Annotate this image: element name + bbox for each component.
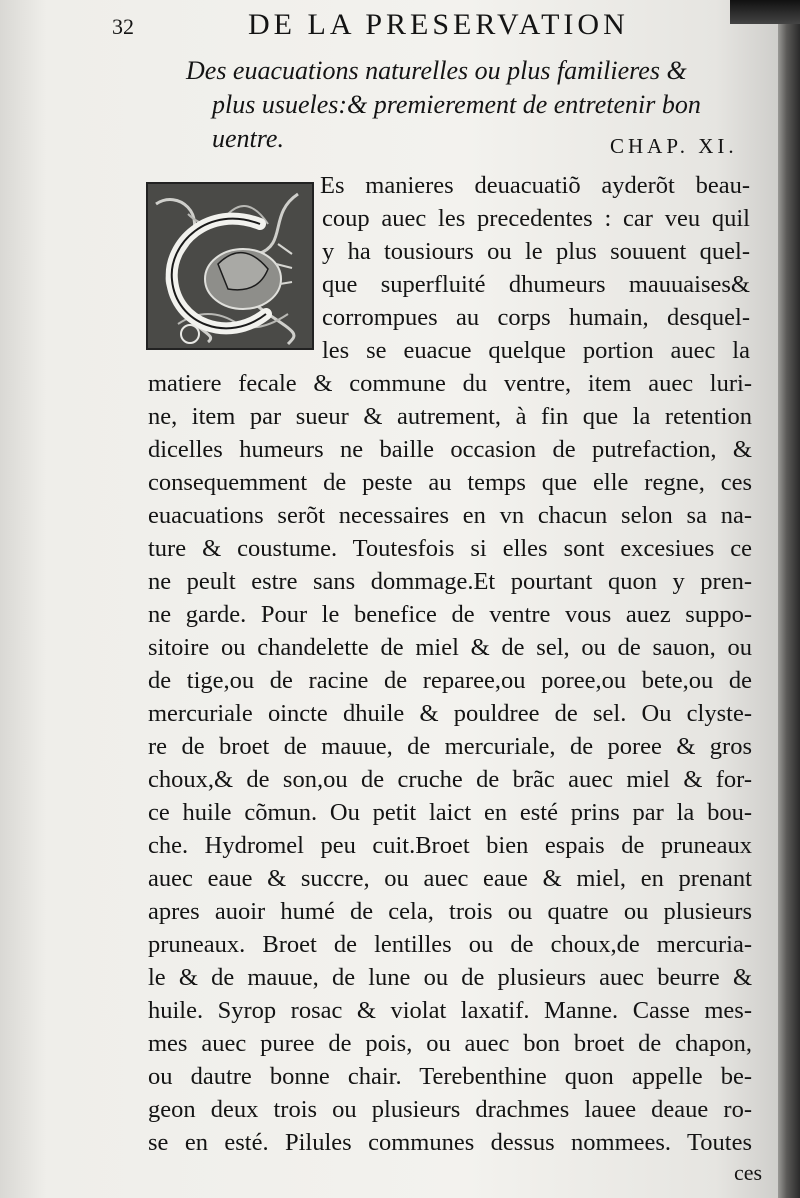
text-line: consequemment de peste au temps que elle regne, ces xyxy=(148,469,752,496)
text-line: ce huile cõmun. Ou petit laict en esté prins par la bou- xyxy=(148,799,752,826)
text-line: ou dautre bonne chair. Terebenthine quon appelle be- xyxy=(148,1063,752,1090)
chapter-number: CHAP. XI. xyxy=(610,134,738,158)
text-line: corrompues au corps humain, desquel- xyxy=(322,304,750,331)
text-line: ne garde. Pour le benefice de ventre vous auez suppo- xyxy=(148,601,752,628)
chapter-title-line: plus usueles:& premierement de entretenir bon xyxy=(212,90,701,119)
text-line: euacuations serõt necessaires en vn chacun selon sa na- xyxy=(148,502,752,529)
text-line: que superfluité dhumeurs mauuaises& xyxy=(322,271,750,298)
page-number: 32 xyxy=(112,14,134,39)
text-line: huile. Syrop rosac & violat laxatif. Manne. Casse mes- xyxy=(148,997,752,1024)
text-line: les se euacue quelque portion auec la xyxy=(322,337,750,364)
text-line: mercuriale oincte dhuile & pouldree de sel. Ou clyste- xyxy=(148,700,752,727)
catchword: ces xyxy=(734,1160,763,1185)
text-line: y ha tousiours ou le plus souuent quel- xyxy=(322,238,750,265)
text-line: ture & coustume. Toutesfois si elles sont excesiues ce xyxy=(148,535,752,562)
text-line: matiere fecale & commune du ventre, item auec luri- xyxy=(148,370,752,397)
book-gutter xyxy=(778,0,800,1198)
text-line: se en esté. Pilules communes dessus nommees. Toutes xyxy=(148,1129,752,1156)
text-line: dicelles humeurs ne baille occasion de putrefaction, & xyxy=(148,436,752,463)
text-line: de tige,ou de racine de reparee,ou poree,ou bete,ou de xyxy=(148,667,752,694)
text-line: choux,& de son,ou de cruche de brãc auec miel & for- xyxy=(148,766,752,793)
scan-edge xyxy=(730,0,800,24)
text-line: geon deux trois ou plusieurs drachmes lauee deaue ro- xyxy=(148,1096,752,1123)
text-line: mes auec puree de pois, ou auec bon broet de chapon, xyxy=(148,1030,752,1057)
text-line: re de broet de mauue, de mercuriale, de poree & gros xyxy=(148,733,752,760)
text-line: ne peult estre sans dommage.Et pourtant quon y pren- xyxy=(148,568,752,595)
text-line: ne, item par sueur & autrement, à fin que la retention xyxy=(148,403,752,430)
text-line: che. Hydromel peu cuit.Broet bien espais de pruneaux xyxy=(148,832,752,859)
text-line: le & de mauue, de lune ou de plusieurs auec beurre & xyxy=(148,964,752,991)
text-line: pruneaux. Broet de lentilles ou de choux,de mercuria- xyxy=(148,931,752,958)
chapter-title-line: uentre. xyxy=(212,124,284,153)
text-line: apres auoir humé de cela, trois ou quatre ou plusieurs xyxy=(148,898,752,925)
text-line: sitoire ou chandelette de miel & de sel, ou de sauon, ou xyxy=(148,634,752,661)
text-line: auec eaue & succre, ou auec eaue & miel, en prenant xyxy=(148,865,752,892)
text-line: coup auec les precedentes : car veu quil xyxy=(322,205,750,232)
running-head: DE LA PRESERVATION xyxy=(248,8,629,41)
chapter-title-line: Des euacuations naturelles ou plus familieres & xyxy=(186,56,687,85)
text-line: Es manieres deuacuatiõ ayderõt beau- xyxy=(320,172,750,199)
